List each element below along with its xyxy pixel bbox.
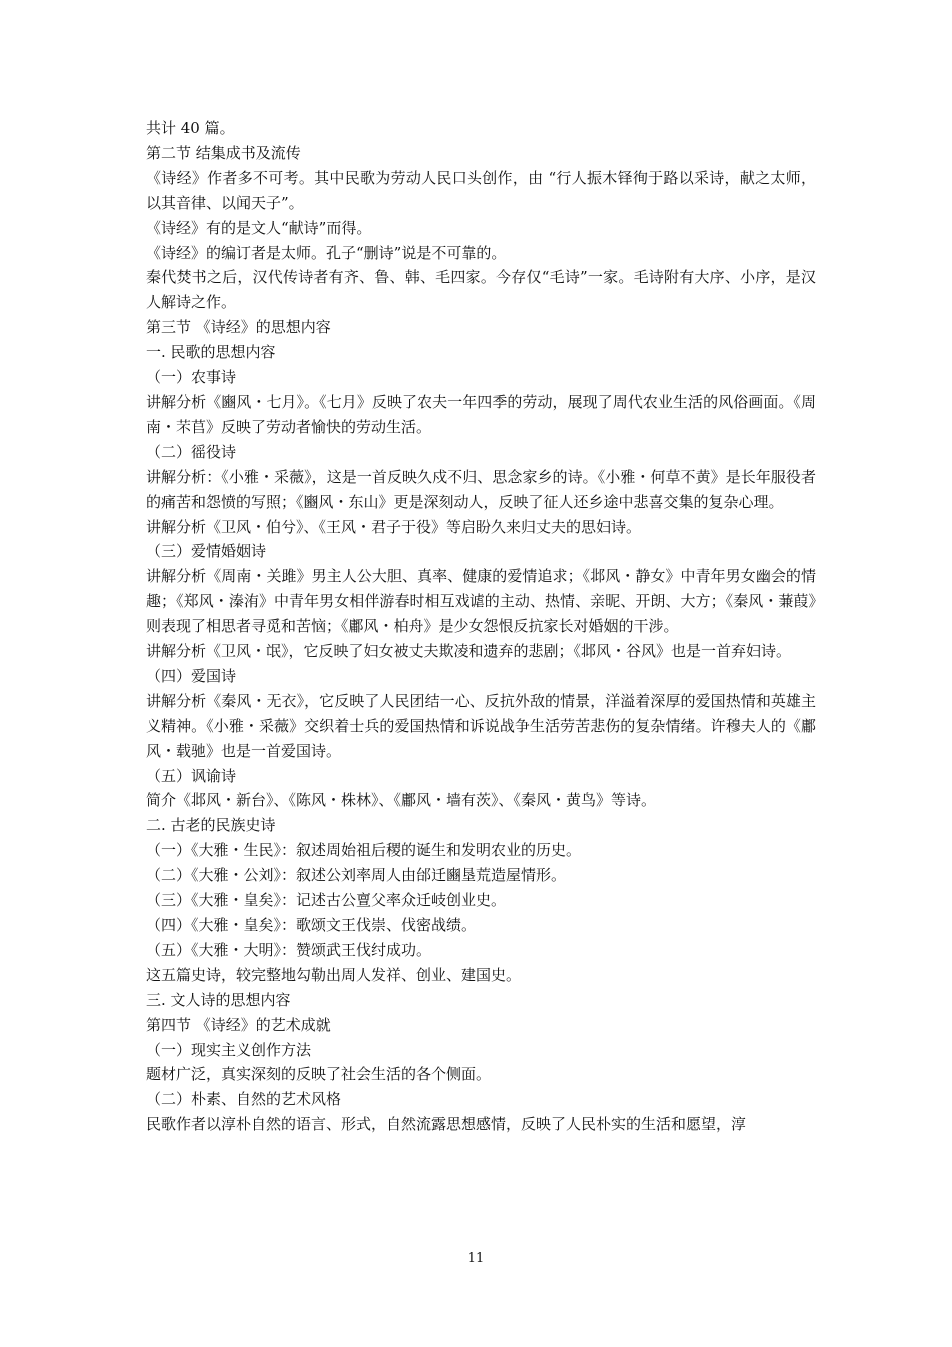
text-line: 这五篇史诗，较完整地勾勒出周人发祥、创业、建国史。 (146, 965, 522, 984)
text-line: 题材广泛，真实深刻的反映了社会生活的各个侧面。 (146, 1065, 492, 1084)
subsection-heading: 一. 民歌的思想内容 (146, 343, 276, 362)
page-body (146, 116, 816, 1137)
paragraph: 讲解分析《周南・关雎》男主人公大胆、真率、健康的爱情追求；《邶风・静女》中青年男女幽会的情趣；《郑风・溱洧》中青年男女相伴游春时相互戏谑的主动、热情、亲昵、开朗、大方；《秦风・蒹葭》则表现了相思者寻觅和苦恼；《鄘风・柏舟》是少女怨恨反抗家长对婚姻的干涉。 (146, 567, 816, 636)
subsection-heading: 二. 古老的民族史诗 (146, 816, 276, 835)
list-item: （二）《大雅・公刘》：叙述公刘率周人由邰迁豳垦荒造屋情形。 (146, 866, 567, 885)
paragraph: 讲解分析《秦风・无衣》，它反映了人民团结一心、反抗外敌的情景，洋溢着深厚的爱国热情和英雄主义精神。《小雅・采薇》交织着士兵的爱国热情和诉说战争生活劳苦悲伤的复杂情绪。许穆夫人的《鄘风・载驰》也是一首爱国诗。 (146, 691, 816, 760)
text-line: 民歌作者以淳朴自然的语言、形式，自然流露思想感情，反映了人民朴实的生活和愿望，淳 (146, 1115, 747, 1134)
item-heading: （四）爱国诗 (146, 666, 237, 685)
section-heading: 第四节 《诗经》的艺术成就 (146, 1015, 331, 1034)
list-item: （五）《大雅・大明》：赞颂武王伐纣成功。 (146, 940, 432, 959)
item-heading: （五）讽谕诗 (146, 766, 237, 785)
text-line: 《诗经》有的是文人“献诗”而得。 (146, 218, 372, 237)
text-line: 共计 40 篇。 (146, 119, 235, 137)
section-heading: 第二节 结集成书及流传 (146, 143, 301, 162)
paragraph: 讲解分析《卫风・氓》，它反映了妇女被丈夫欺凌和遗弃的悲剧；《邶风・谷风》也是一首弃妇诗。 (146, 642, 792, 661)
item-heading: （二）徭役诗 (146, 442, 237, 461)
item-heading: （一）现实主义创作方法 (146, 1040, 312, 1059)
list-item: （三）《大雅・皇矣》：记述古公亶父率众迁岐创业史。 (146, 891, 507, 910)
paragraph: 讲解分析：《小雅・采薇》，这是一首反映久戍不归、思念家乡的诗。《小雅・何草不黄》是长年服役者的痛苦和怨愤的写照；《豳风・东山》更是深刻动人，反映了征人还乡途中悲喜交集的复杂心理。 (146, 467, 816, 511)
paragraph: 讲解分析《豳风・七月》。《七月》反映了农夫一年四季的劳动，展现了周代农业生活的风俗画面。《周南・芣苢》反映了劳动者愉快的劳动生活。 (146, 392, 816, 436)
subsection-heading: 三. 文人诗的思想内容 (146, 990, 291, 1009)
page-number: 11 (467, 1251, 485, 1266)
list-item: （四）《大雅・皇矣》：歌颂文王伐崇、伐密战绩。 (146, 916, 477, 934)
text-line: 《诗经》的编订者是太师。孔子“删诗”说是不可靠的。 (146, 243, 507, 262)
paragraph: 《诗经》作者多不可考。其中民歌为劳动人民口头创作，由 “行人振木铎徇于路以采诗，献之太师，以其音律、以闻天子”。 (146, 168, 816, 212)
paragraph: 秦代焚书之后，汉代传诗者有齐、鲁、韩、毛四家。今存仅“毛诗”一家。毛诗附有大序、小序，是汉人解诗之作。 (146, 268, 816, 312)
list-item: （一）《大雅・生民》：叙述周始祖后稷的诞生和发明农业的历史。 (146, 841, 582, 860)
item-heading: （三）爱情婚姻诗 (146, 542, 267, 561)
text-line: 简介《邶风・新台》、《陈风・株林》、《鄘风・墙有茨》、《秦风・黄鸟》等诗。 (146, 791, 657, 810)
item-heading: （二）朴素、自然的艺术风格 (146, 1090, 342, 1109)
section-heading: 第三节 《诗经》的思想内容 (146, 318, 331, 337)
item-heading: （一）农事诗 (146, 368, 237, 387)
text-line: 讲解分析《卫风・伯兮》、《王风・君子于役》等启盼久来归丈夫的思妇诗。 (146, 517, 642, 536)
